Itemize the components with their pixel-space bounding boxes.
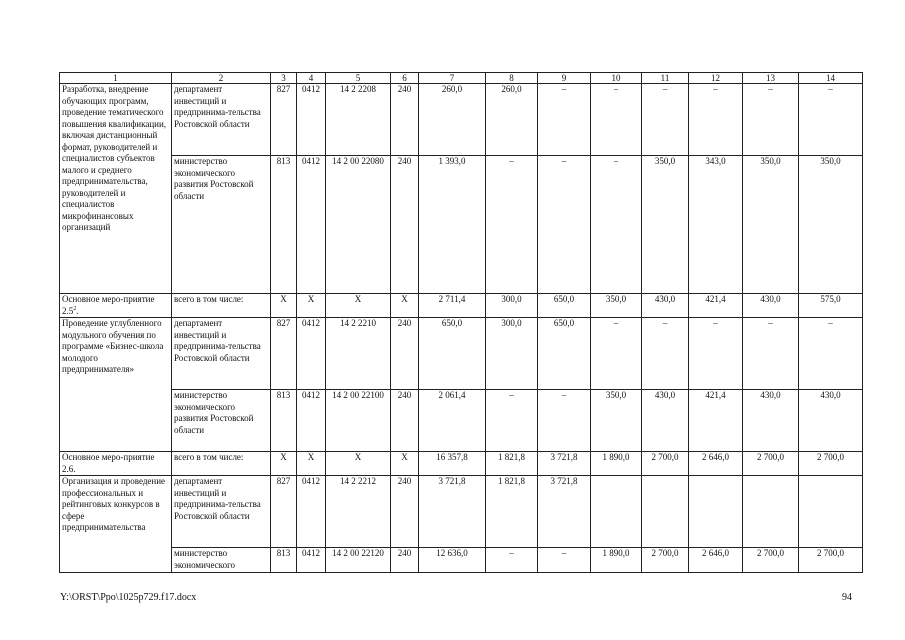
vr-cell: 240 xyxy=(391,84,419,156)
year-cell: – xyxy=(591,318,642,390)
rzpr-cell: 0412 xyxy=(297,318,326,390)
year-cell: – xyxy=(642,84,689,156)
year-cell: 2 700,0 xyxy=(642,548,689,573)
year-cell: 260,0 xyxy=(486,84,538,156)
page-number: 94 xyxy=(842,592,852,603)
table-row xyxy=(60,156,863,294)
rzpr-cell: 0412 xyxy=(297,476,326,548)
vr-cell: 240 xyxy=(391,318,419,390)
year-cell: – xyxy=(486,390,538,452)
executor-cell: всего в том числе: xyxy=(172,294,271,318)
vr-cell: 240 xyxy=(391,548,419,573)
executor-cell: департамент инвестиций и предпринима-тельства Ростовской области xyxy=(172,318,271,390)
csr-cell: 14 2 00 22080 xyxy=(326,156,391,294)
header-cell: 12 xyxy=(689,73,743,84)
file-path-footer: Y:\ORST\Ppo\1025p729.f17.docx xyxy=(60,592,197,603)
year-cell: 430,0 xyxy=(642,294,689,318)
activity-description: Организация и проведение профессиональных и рейтинговых конкурсов в сфере предпринимательства xyxy=(60,476,172,573)
rzpr-cell: 0412 xyxy=(297,84,326,156)
vr-cell: Х xyxy=(391,294,419,318)
year-cell: 350,0 xyxy=(743,156,799,294)
vr-cell: 240 xyxy=(391,156,419,294)
table-row xyxy=(60,390,863,452)
year-cell: 2 700,0 xyxy=(799,548,863,573)
grbs-cell: 813 xyxy=(271,390,297,452)
budget-table xyxy=(59,72,863,573)
total-cell: 2 061,4 xyxy=(419,390,486,452)
year-cell: 343,0 xyxy=(689,156,743,294)
year-cell: 1 890,0 xyxy=(591,548,642,573)
executor-cell: всего в том числе: xyxy=(172,452,271,476)
grbs-cell: Х xyxy=(271,452,297,476)
csr-cell: 14 2 2210 xyxy=(326,318,391,390)
vr-cell: Х xyxy=(391,452,419,476)
total-cell: 16 357,8 xyxy=(419,452,486,476)
year-cell: – xyxy=(538,84,591,156)
year-cell xyxy=(689,476,743,548)
year-cell: 430,0 xyxy=(799,390,863,452)
executor-cell: министерство экономического xyxy=(172,548,271,573)
rzpr-cell: Х xyxy=(297,294,326,318)
rzpr-cell: 0412 xyxy=(297,548,326,573)
csr-cell: Х xyxy=(326,294,391,318)
rzpr-cell: Х xyxy=(297,452,326,476)
year-cell: – xyxy=(538,548,591,573)
year-cell: 350,0 xyxy=(591,390,642,452)
table-row xyxy=(60,318,863,390)
activity-title xyxy=(60,294,172,318)
vr-cell: 240 xyxy=(391,476,419,548)
year-cell: – xyxy=(486,156,538,294)
header-cell: 8 xyxy=(486,73,538,84)
year-cell: – xyxy=(689,84,743,156)
activity-title-dot: . xyxy=(76,305,79,316)
total-cell: 3 721,8 xyxy=(419,476,486,548)
year-cell: 421,4 xyxy=(689,294,743,318)
year-cell: – xyxy=(538,390,591,452)
year-cell: 350,0 xyxy=(799,156,863,294)
header-cell: 2 xyxy=(172,73,271,84)
year-cell: 300,0 xyxy=(486,294,538,318)
total-cell: 260,0 xyxy=(419,84,486,156)
year-cell: 350,0 xyxy=(591,294,642,318)
csr-cell: 14 2 00 22120 xyxy=(326,548,391,573)
year-cell: 650,0 xyxy=(538,294,591,318)
grbs-cell: Х xyxy=(271,294,297,318)
activity-description: Разработка, внедрение обучающих программ, проведение тематического повышения квалификации, включая дистанционный формат, руководителей и специалистов субъектов малого и среднего предпринимательства, руководителей и специалистов микрофинансовых организаций xyxy=(60,84,172,294)
header-cell: 7 xyxy=(419,73,486,84)
year-cell: – xyxy=(799,318,863,390)
year-cell: – xyxy=(591,84,642,156)
year-cell: 350,0 xyxy=(642,156,689,294)
header-cell: 13 xyxy=(743,73,799,84)
grbs-cell: 827 xyxy=(271,84,297,156)
table-row xyxy=(60,476,863,548)
header-cell: 4 xyxy=(297,73,326,84)
csr-cell: Х xyxy=(326,452,391,476)
total-cell: 1 393,0 xyxy=(419,156,486,294)
activity-title: Основное меро-приятие 2.6. xyxy=(60,452,172,476)
year-cell: 3 721,8 xyxy=(538,476,591,548)
table-row xyxy=(60,548,863,573)
year-cell: – xyxy=(743,84,799,156)
total-cell: 2 711,4 xyxy=(419,294,486,318)
table-row xyxy=(60,294,863,318)
executor-cell: департамент инвестиций и предпринима-тельства Ростовской области xyxy=(172,476,271,548)
header-cell: 1 xyxy=(60,73,172,84)
csr-cell: 14 2 2212 xyxy=(326,476,391,548)
year-cell: 2 646,0 xyxy=(689,452,743,476)
year-cell: – xyxy=(799,84,863,156)
header-cell: 11 xyxy=(642,73,689,84)
year-cell: 2 700,0 xyxy=(743,548,799,573)
year-cell: 421,4 xyxy=(689,390,743,452)
header-row xyxy=(60,73,863,84)
year-cell: 430,0 xyxy=(743,294,799,318)
year-cell: – xyxy=(743,318,799,390)
header-cell: 14 xyxy=(799,73,863,84)
total-cell: 650,0 xyxy=(419,318,486,390)
year-cell: 2 700,0 xyxy=(642,452,689,476)
year-cell: 1 890,0 xyxy=(591,452,642,476)
csr-cell: 14 2 00 22100 xyxy=(326,390,391,452)
year-cell: 1 821,8 xyxy=(486,452,538,476)
header-cell: 6 xyxy=(391,73,419,84)
year-cell xyxy=(591,476,642,548)
year-cell xyxy=(642,476,689,548)
activity-title-text: Основное меро-приятие 2.5 xyxy=(62,294,155,316)
rzpr-cell: 0412 xyxy=(297,390,326,452)
year-cell: – xyxy=(538,156,591,294)
year-cell: – xyxy=(642,318,689,390)
year-cell: 3 721,8 xyxy=(538,452,591,476)
year-cell: – xyxy=(486,548,538,573)
footnote-mark: 2 xyxy=(73,305,77,312)
year-cell: – xyxy=(591,156,642,294)
year-cell: 2 646,0 xyxy=(689,548,743,573)
year-cell: 2 700,0 xyxy=(799,452,863,476)
activity-description: Проведение углубленного модульного обучения по программе «Бизнес-школа молодого предпринимателя» xyxy=(60,318,172,452)
table-row xyxy=(60,452,863,476)
year-cell: 650,0 xyxy=(538,318,591,390)
total-cell: 12 636,0 xyxy=(419,548,486,573)
header-cell: 9 xyxy=(538,73,591,84)
grbs-cell: 813 xyxy=(271,548,297,573)
grbs-cell: 827 xyxy=(271,476,297,548)
year-cell: 575,0 xyxy=(799,294,863,318)
executor-cell: министерство экономического развития Ростовской области xyxy=(172,390,271,452)
header-cell: 3 xyxy=(271,73,297,84)
grbs-cell: 827 xyxy=(271,318,297,390)
year-cell: 1 821,8 xyxy=(486,476,538,548)
year-cell: 430,0 xyxy=(743,390,799,452)
table-row xyxy=(60,84,863,156)
grbs-cell: 813 xyxy=(271,156,297,294)
header-cell: 10 xyxy=(591,73,642,84)
year-cell: 2 700,0 xyxy=(743,452,799,476)
header-cell: 5 xyxy=(326,73,391,84)
year-cell xyxy=(799,476,863,548)
year-cell: 300,0 xyxy=(486,318,538,390)
year-cell xyxy=(743,476,799,548)
year-cell: – xyxy=(689,318,743,390)
year-cell: 430,0 xyxy=(642,390,689,452)
csr-cell: 14 2 2208 xyxy=(326,84,391,156)
executor-cell: департамент инвестиций и предпринима-тельства Ростовской области xyxy=(172,84,271,156)
executor-cell: министерство экономического развития Ростовской области xyxy=(172,156,271,294)
vr-cell: 240 xyxy=(391,390,419,452)
rzpr-cell: 0412 xyxy=(297,156,326,294)
